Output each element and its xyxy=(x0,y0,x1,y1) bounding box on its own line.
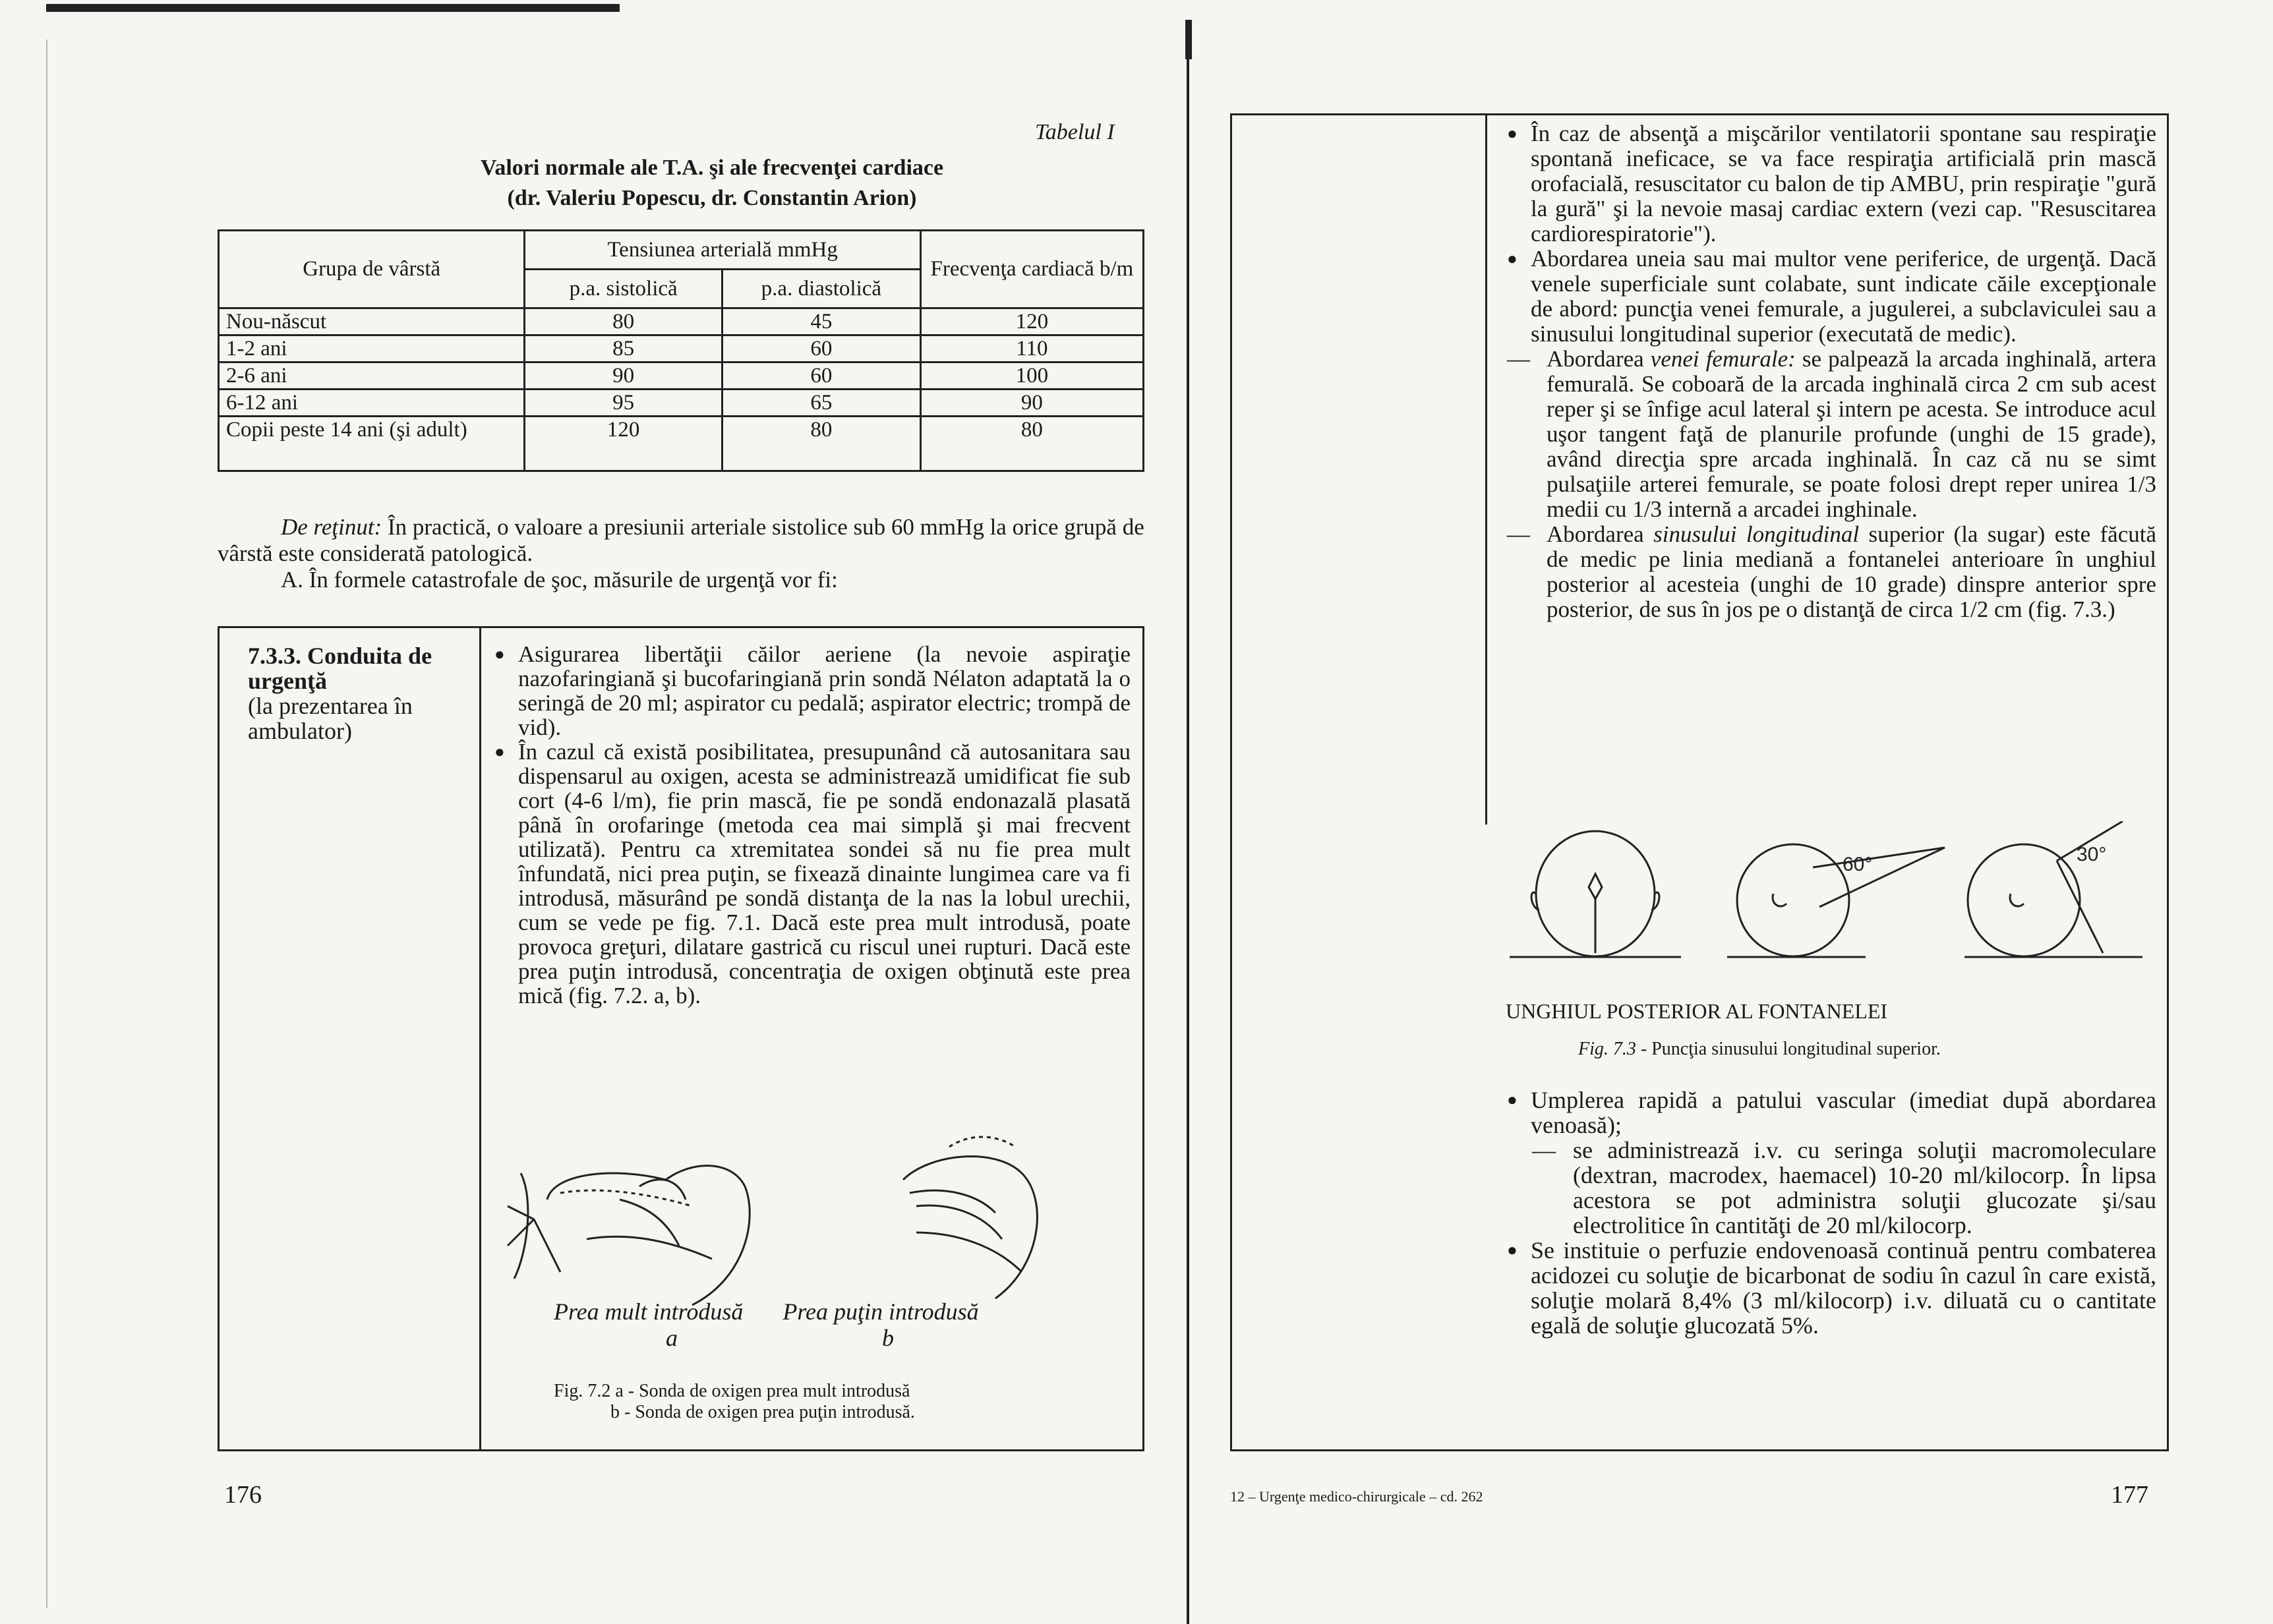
col-header-group: Grupa de vârstă xyxy=(219,231,525,308)
page-number-left: 176 xyxy=(224,1481,262,1509)
fontanelle-puncture-figure xyxy=(1510,821,2162,973)
table-title-line2: (dr. Valeriu Popescu, dr. Constantin Arion) xyxy=(507,186,917,210)
col-header-fc: Frecvenţa cardiacă b/m xyxy=(920,231,1143,308)
column-divider xyxy=(479,628,481,1449)
scan-edge-bar xyxy=(46,4,620,12)
col-header-sist: p.a. sistolică xyxy=(525,270,723,308)
fig-label-b: Prea puţin introdusă xyxy=(782,1298,979,1325)
cell-diast: 60 xyxy=(722,362,920,390)
fig-letter-a: a xyxy=(666,1325,678,1351)
list-item: ● Abordarea uneia sau mai multor vene periferice, de urgenţă. Dacă venele superficiale sunt colabate, sunt indicate căile excepţionale de abord: puncţia venei femurale, a jugulerei, a subclaviculei sau a sinusului longitudinal superior (executată de medic). xyxy=(1507,246,2156,347)
table-label: Tabelul I xyxy=(1035,120,1115,144)
list-item: ● Umplerea rapidă a patului vascular (imediat după abordarea venoasă); xyxy=(1507,1088,2156,1138)
bullets-right-lower xyxy=(1507,1088,2156,1338)
dash-item: — se administrează i.v. cu seringa soluţii macromoleculare (dextran, macrodex, haemacel) 10-20 ml/kilocorp. În lipsa acestora se pot administra soluţii glucozate şi/sau electrolitice în cantităţi de 20 ml/kilocorp. xyxy=(1507,1138,2156,1238)
table-row xyxy=(219,417,1144,471)
dash-item: — Abordarea sinusului longitudinal superior (la sugar) este făcută de medic pe linia mediană a fontanelei anterioare în unghiul posterior al acesteia (unghi de 10 grade) dinspre anterior spre posterior, de sus în jos pe o distanţă de circa 1/2 cm (fig. 7.3.) xyxy=(1507,522,2156,622)
bullets-left xyxy=(494,642,1131,1008)
cell-diast: 45 xyxy=(722,308,920,335)
fig73-label: Fig. 7.3 xyxy=(1578,1039,1636,1059)
cell-diast: 65 xyxy=(722,390,920,417)
fig-letter-b: b xyxy=(882,1325,894,1351)
retinut-a: A. În formele catastrofale de şoc, măsurile de urgenţă vor fi: xyxy=(281,567,838,593)
head-top-view xyxy=(1510,831,1681,957)
cell-sist: 85 xyxy=(525,335,723,362)
list-item: ● Asigurarea libertăţii căilor aeriene (la nevoie aspiraţie nazofaringiană şi bucofaringiană prin sondă Nélaton adaptată la o seringă de 20 ml; aspirator cu pedală; aspirator electric; trompă de vid). xyxy=(494,642,1131,740)
blood-pressure-table xyxy=(218,229,1144,472)
section-subtitle: (la prezentarea în ambulator) xyxy=(248,693,413,744)
table-row xyxy=(219,308,1144,335)
table-title-line1: Valori normale ale T.A. şi ale frecvenţei cardiace xyxy=(480,156,944,180)
cell-fc: 120 xyxy=(920,308,1143,335)
list-item: ● În caz de absenţă a mişcărilor ventilatorii spontane sau respiraţie spontană ineficace, se va face respiraţia artificială prin mască orofacială, resuscitator cu balon de tip AMBU, prin respiraţie "gură la gură" şi la nevoie masaj cardiac extern (vezi cap. "Resuscitarea cardiorespiratorie"). xyxy=(1507,121,2156,246)
cell-sist: 80 xyxy=(525,308,723,335)
head-section-a xyxy=(508,1166,750,1305)
section-number: 7.3.3. xyxy=(248,643,301,669)
angle-30-label: 30° xyxy=(2077,844,2107,865)
scan-edge-bar-end xyxy=(613,8,620,11)
retinut-label: De reţinut: xyxy=(281,514,382,540)
dash-item: — Abordarea venei femurale: se palpează la arcada inghinală, artera femurală. Se coboară de la arcada inghinală circa 2 cm sub acest reper şi se înfige acul lateral şi intern pe acesta. Se introduce acul uşor tangent faţă de planurile profunde (unghi de 15 grade), având direcţia spre arcada inghinală. În caz că nu se simt pulsaţiile arterei femurale, se poate folosi drept reper unirea 1/3 medii cu 1/3 internă a arcadei inghinale. xyxy=(1507,347,2156,522)
cell-diast: 80 xyxy=(722,417,920,471)
cell-sist: 90 xyxy=(525,362,723,390)
figure-caption-right xyxy=(1578,1039,1941,1060)
cell-group: Nou-născut xyxy=(219,308,525,335)
figure-labels xyxy=(554,1298,1121,1351)
oxygen-tube-figure xyxy=(494,1120,1127,1318)
list-item: ● Se instituie o perfuzie endovenoasă continuă pentru combaterea acidozei cu soluţie de bicarbonat de sodiu în cazul în care există, soluţie molară 8,4% (3 ml/kilocorp) i.v. diluată cu o cantitate egală de soluţie glucozată 5%. xyxy=(1507,1238,2156,1338)
cell-group: 2-6 ani xyxy=(219,362,525,390)
figure-inline-label: UNGHIUL POSTERIOR AL FONTANELEI xyxy=(1506,999,1888,1023)
section-title: Conduita de urgenţă xyxy=(248,643,432,694)
cell-group: 1-2 ani xyxy=(219,335,525,362)
table-row xyxy=(219,390,1144,417)
cell-group: Copii peste 14 ani (şi adult) xyxy=(219,417,525,471)
bullets-right xyxy=(1507,121,2156,622)
scan-left-edge xyxy=(46,40,47,1608)
retinut-body: În practică, o valoare a presiunii arteriale sistolice sub 60 mmHg la orice grupă de vârstă este considerată patologică. xyxy=(218,514,1144,566)
col-header-ta: Tensiunea arterială mmHg xyxy=(525,231,920,270)
retinut-paragraph xyxy=(218,514,1147,593)
fig-caption-a: Fig. 7.2 a - Sonda de oxigen prea mult introdusă xyxy=(554,1381,910,1401)
book-spine xyxy=(1187,20,1189,1624)
fig-caption-b: b - Sonda de oxigen prea puţin introdusă. xyxy=(610,1402,915,1422)
cell-fc: 110 xyxy=(920,335,1143,362)
cell-fc: 100 xyxy=(920,362,1143,390)
column-divider xyxy=(1485,115,1487,825)
cell-fc: 80 xyxy=(920,417,1143,471)
list-item: ● În cazul că există posibilitatea, presupunând că autosanitara sau dispensarul au oxigen, acesta se administrează umidificat fie sub cort (4-6 l/m), fie prin mască, fie pe sondă endonazală plasată până în orofaringe (metoda cea mai simplă şi mai frecvent utilizată). Pentru ca xtremitatea sondei să nu fie prea mult înfundată, nici prea puţin, se fixează dinainte lungimea care va fi introdusă, măsurând pe sondă distanţa de la nas la lobul urechii, cum se vede pe fig. 7.1. Dacă este prea mult introdusă, poate provoca greţuri, dilatare gastrică cu riscul unei rupturi. Dacă este prea puţin introdusă, concentraţia de oxigen obţinută este prea mică (fig. 7.2. a, b). xyxy=(494,740,1131,1008)
cell-sist: 95 xyxy=(525,390,723,417)
book-spine-top xyxy=(1185,20,1192,59)
figure-caption xyxy=(554,1381,1121,1423)
retinut-text xyxy=(218,514,1147,567)
cell-diast: 60 xyxy=(722,335,920,362)
angle-60-label: 60° xyxy=(1843,854,1873,875)
cell-group: 6-12 ani xyxy=(219,390,525,417)
head-side-view-30 xyxy=(1964,821,2142,957)
table-row xyxy=(219,335,1144,362)
fig-label-a: Prea mult introdusă xyxy=(554,1298,744,1325)
head-section-b xyxy=(903,1137,1037,1298)
cell-sist: 120 xyxy=(525,417,723,471)
table-title xyxy=(316,153,1107,214)
page-footer: 12 – Urgenţe medico-chirurgicale – cd. 262 xyxy=(1230,1488,1483,1505)
table-row xyxy=(219,362,1144,390)
col-header-diast: p.a. diastolică xyxy=(722,270,920,308)
head-side-view-60 xyxy=(1727,844,1945,957)
fig73-caption: - Puncţia sinusului longitudinal superior. xyxy=(1636,1039,1941,1059)
section-heading xyxy=(248,643,472,743)
page-number-right: 177 xyxy=(2111,1481,2148,1509)
cell-fc: 90 xyxy=(920,390,1143,417)
